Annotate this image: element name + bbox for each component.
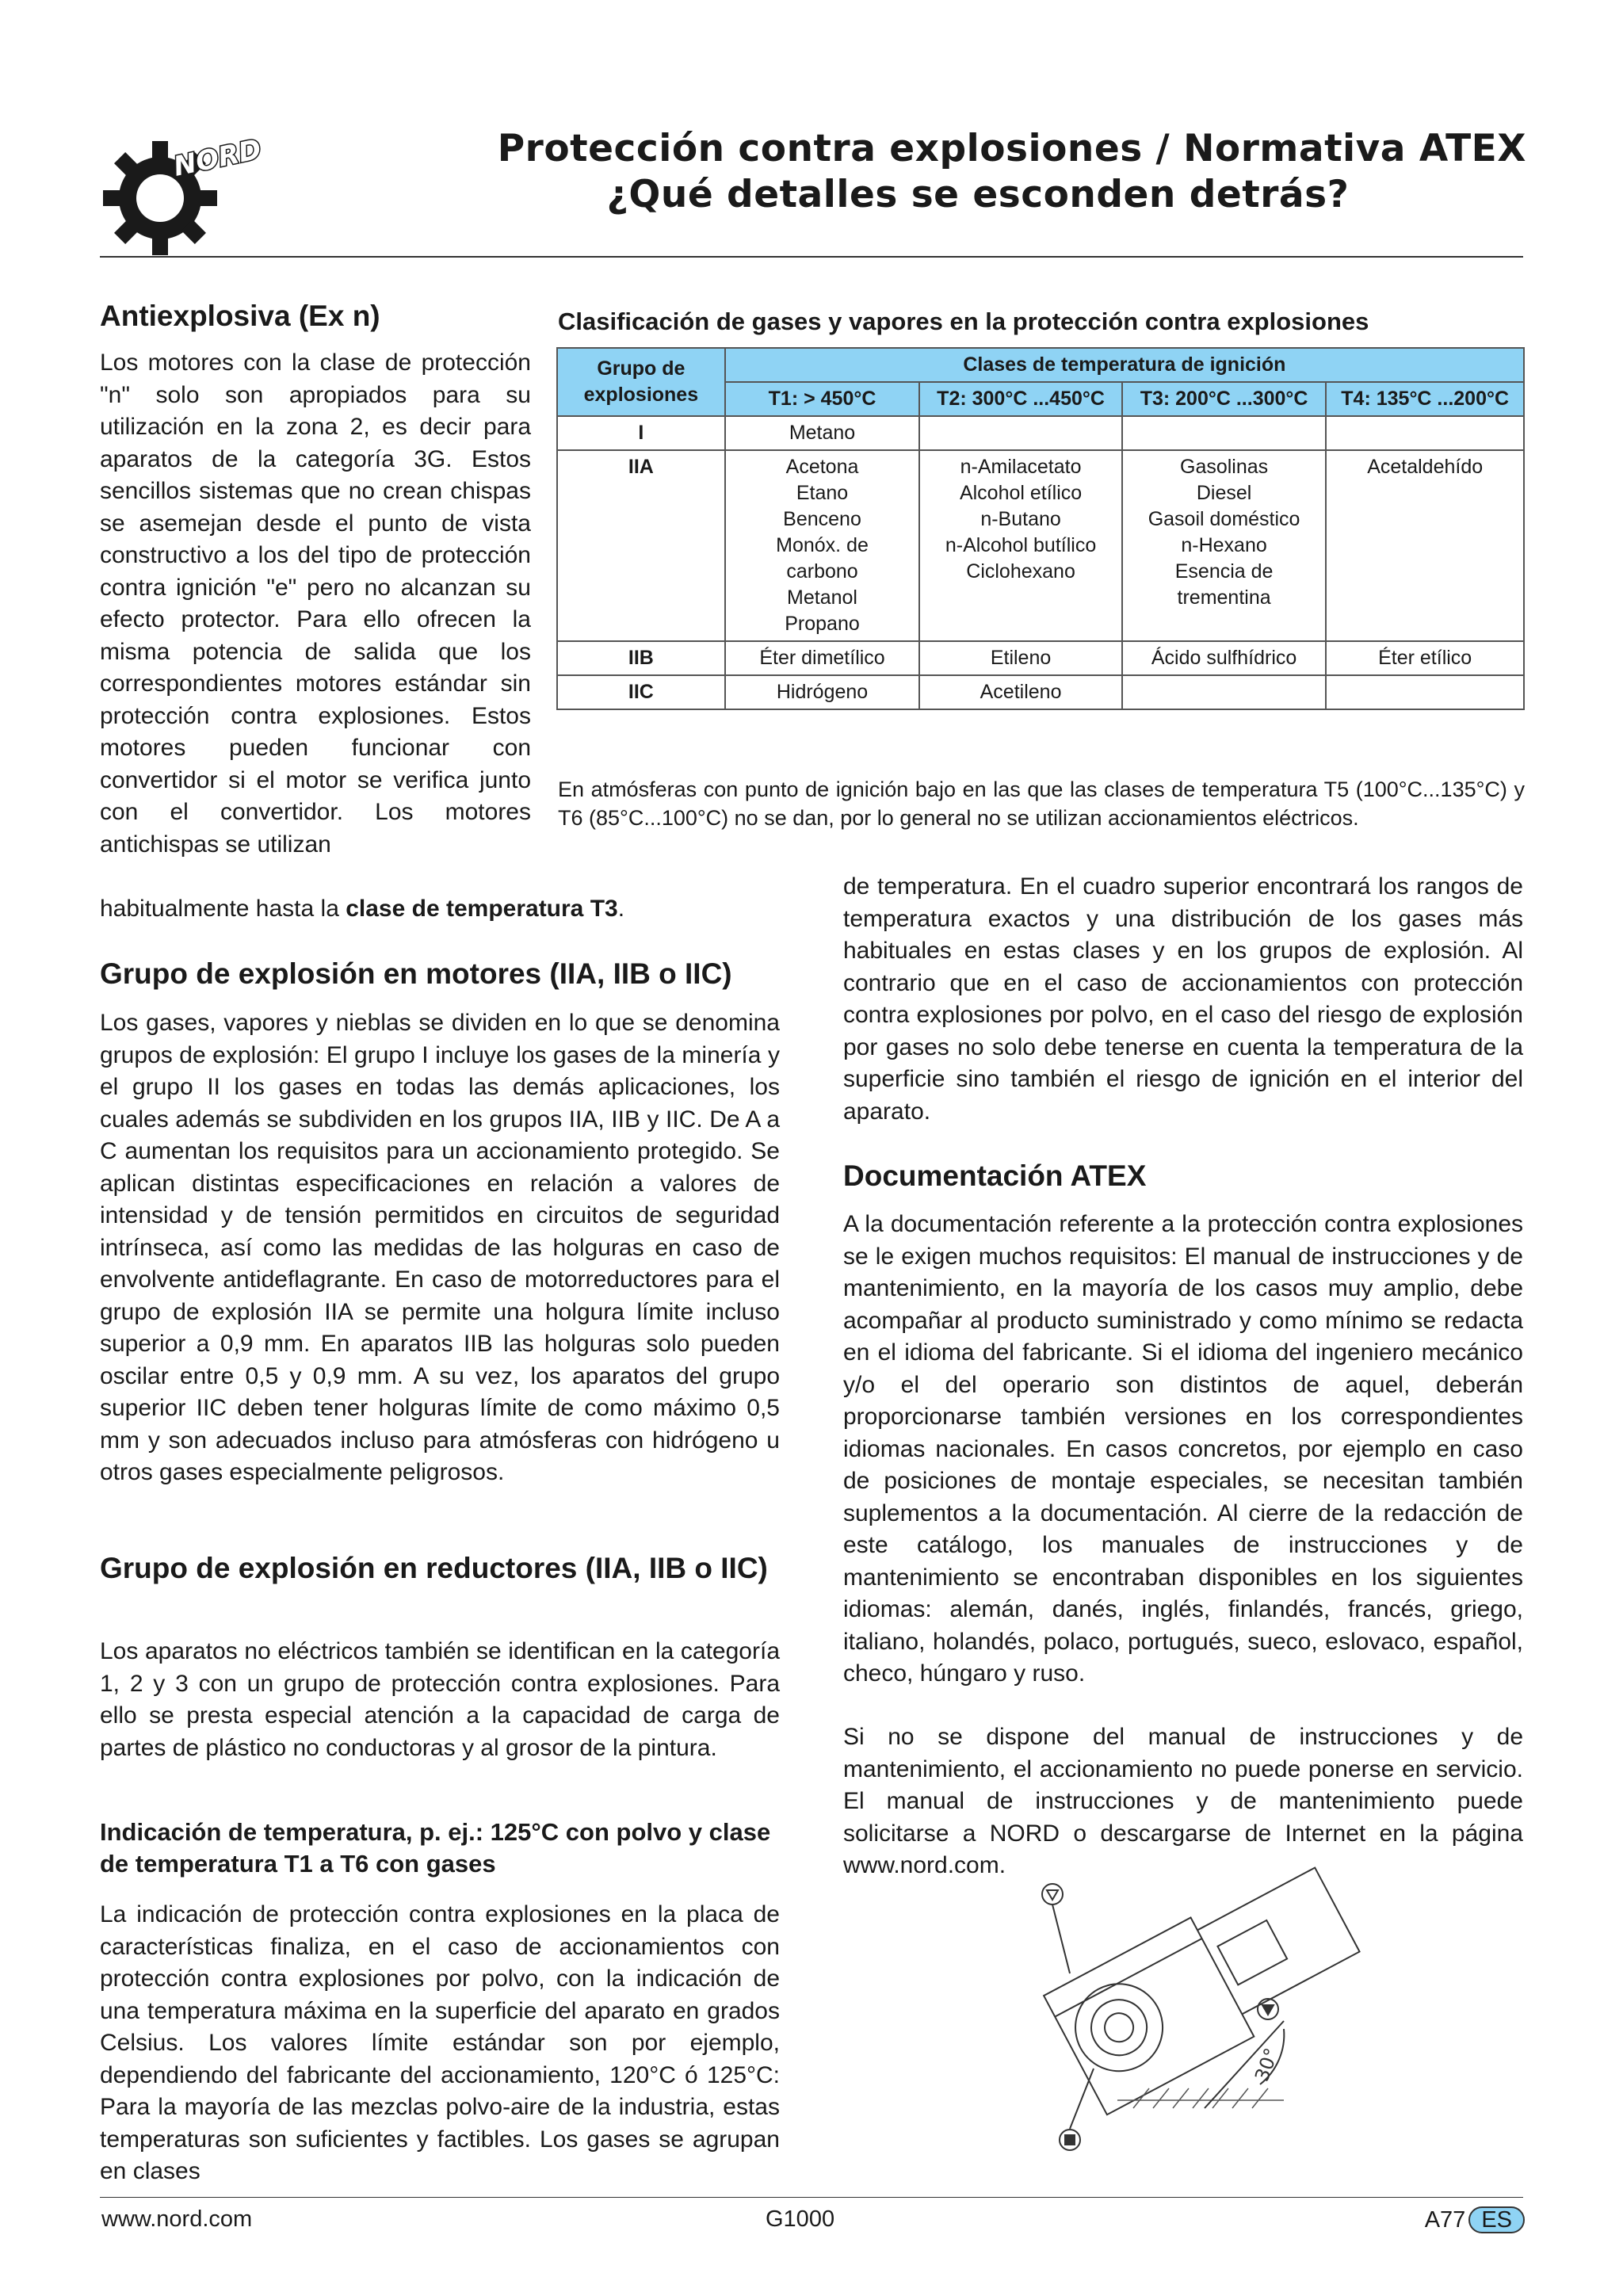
heading-reducers: Grupo de explosión en reductores (IIA, IIB o IIC) [100,1552,768,1584]
temp-class-emphasis: clase de temperatura T3 [346,896,618,922]
svg-text:NORD: NORD [170,133,265,183]
footer-rule [100,2197,1523,2198]
gas-classification-table [556,347,1525,710]
body-motors: Los gases, vapores y nieblas se dividen en lo que se denomina grupos de explosión: El grupo I incluye los gases de la minería y el grupo II los gases en todas las demás aplicaciones, los cuales además se subdividen en los grupos IIA, IIB y IIC. De A a C aumentan los requisitos para un accionamiento protegido. Se aplican distintas especificaciones en relación a valores de intensidad y de tensión permitidos en circuitos de seguridad intrínseca, así como las medidas de las holguras en caso de envolvente antideflagrante. En caso de motorreductores para el grupo de explosión IIA se permite una holgura límite incluso superior a 0,9 mm. En aparatos IIB las holguras solo pueden oscilar entre 0,5 y 0,9 mm. A su vez, los aparatos del grupo superior IIC deben tener holguras límite de como máximo 0,5 mm y son adecuados incluso para atmósferas con hidrógeno u otros gases especialmente peligrosos. [100,1010,780,1485]
header-temp-classes: Clases de temperatura de ignición [725,348,1524,382]
heading-atex-docs: Documentación ATEX [843,1159,1147,1192]
footer-page [1425,2206,1525,2233]
body-exn: Los motores con la clase de protección "n" solo son apropiados para su utilización en la zona 2, es decir para aparatos de la categoría 3G. Estos sencillos sistemas que no crean chispas se asemejan desde el punto de vista constructivo a los del tipo de protección contra ignición "e" pero no alcanzan su efecto protector. Para ello ofrecen la misma potencia de salida que los correspondientes motores estándar sin protección contra explosiones. Estos motores pueden funcionar con convertidor si el motor se verifica junto con el convertidor. Los motores antichispas se utilizan [100,350,531,858]
heading-temperature: Indicación de temperatura, p. ej.: 125°C con polvo y clase de temperatura T1 a T6 con gases [100,1818,771,1878]
body-temperature-continued: de temperatura. En el cuadro superior encontrará los rangos de temperatura exactos y una distribución de los gases más habituales en estas clases y en los grupos de explosión. Al contrario que en el caso de accionamientos con protección contra explosiones por polvo, en el caso del riesgo de explosión por gases no solo debe tenerse en cuenta la temperatura de la superficie sino también el riesgo de ignición en el interior del aparato. [843,873,1523,1125]
table-row: IIB Éter dimetílico Etileno Ácido sulfhídrico Éter etílico [557,641,1524,675]
table-note: En atmósferas con punto de ignición bajo en las que las clases de temperatura T5 (100°C...135°C) y T6 (85°C...100°C) no se dan, por lo general no se utilizan accionamientos eléctricos. [558,777,1525,830]
table-row: IIC Hidrógeno Acetileno [557,675,1524,709]
body-reducers: Los aparatos no eléctricos también se identifican en la categoría 1, 2 y 3 con un grupo de protección contra explosiones. Para ello se presta especial atención a la capacidad de carga de partes de plástico no conductoras y al grosor de la pintura. [100,1638,780,1761]
mounting-position-drawing [1022,1870,1363,2156]
body-atex-docs: A la documentación referente a la protección contra explosiones se le exigen muchos requisitos: El manual de instrucciones y de mantenimiento, en la mayoría de los casos muy amplio, debe acompañar al producto suministrado y como mínimo se redacta en el idioma del fabricante. Si el idioma del ingeniero mecánico y/o el del operario son distintos de aquel, deberán proporcionarse también versiones en los correspondientes idiomas nacionales. En casos concretos, por ejemplo en caso de posiciones de montaje especiales, se necesitan también suplementos a la documentación. Al cierre de la redacción de este catálogo, los manuales de instrucciones y de mantenimiento se encontraban disponibles en los siguientes idiomas: alemán, danés, inglés, finlandés, francés, griego, italiano, holandés, polaco, portugués, sueco, eslovaco, español, checo, húngaro y ruso. [843,1211,1523,1687]
svg-text:30°: 30° [1251,2045,1283,2084]
table-title: Clasificación de gases y vapores en la protección contra explosiones [558,308,1369,335]
header-group: Grupo de explosiones [557,348,725,416]
footer-website: www.nord.com [101,2206,253,2232]
table-row: I Metano [557,416,1524,450]
language-badge: ES [1468,2206,1525,2233]
footer-catalog: G1000 [766,2206,835,2232]
body-temperature: La indicación de protección contra explosiones en la placa de características finaliza, en el caso de accionamientos con protección contra explosiones por polvo, con la indicación de una temperatura máxima en la superficie del aparato en grados Celsius. Los valores límite estándar son por ejemplo, dependiendo del fabricante del accionamiento, 120°C ó 125°C: Para la mayoría de las mezclas polvo-aire de la industria, estas temperaturas son suficientes y factibles. Los gases se agrupan en clases [100,1901,780,2184]
header-t1: T1: > 450°C [725,382,920,416]
header-t2: T2: 300°C ...450°C [919,382,1122,416]
page-title-line-2: ¿Qué detalles se esconden detrás? [606,173,1350,216]
header-rule [100,256,1523,258]
body-atex-docs-2: Si no se dispone del manual de instrucciones y de mantenimiento, el accionamiento no puede ponerse en servicio. El manual de instrucciones y de mantenimiento puede solicitarse a NORD o descargarse de Internet en la página www.nord.com. [843,1724,1523,1878]
header-t4: T4: 135°C ...200°C [1326,382,1524,416]
body-exn-tail: habitualmente hasta la clase de temperatura T3. [100,896,625,922]
header-t3: T3: 200°C ...300°C [1122,382,1326,416]
page-title-line-1: Protección contra explosiones / Normativa ATEX [497,127,1526,170]
page-number: A77 [1424,2207,1466,2233]
heading-exn: Antiexplosiva (Ex n) [100,300,380,332]
table-row: IIA Acetona Etano Benceno Monóx. de carbono Metanol Propano n-Amilacetato Alcohol etílico n-Butano n-Alcohol butílico Ciclohexano Gasolinas Diesel Gasoil doméstico n-Hexano Esencia de trementina Acetaldehído [557,450,1524,641]
heading-motors: Grupo de explosión en motores (IIA, IIB o IIC) [100,957,732,990]
